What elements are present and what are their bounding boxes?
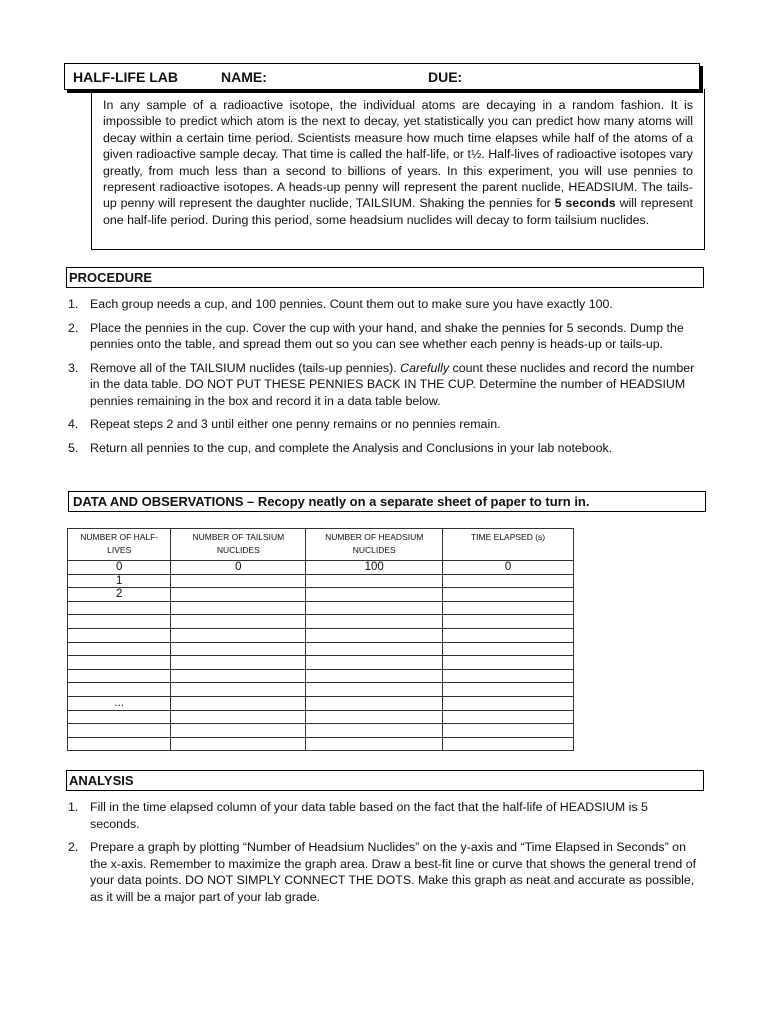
step-text: Remove all of the TAILSIUM nuclides (tails-up pennies). bbox=[90, 360, 397, 375]
table-cell bbox=[443, 615, 574, 629]
procedure-heading-box bbox=[66, 267, 704, 288]
step-number: 1. bbox=[68, 297, 79, 311]
table-row bbox=[68, 737, 574, 751]
table-row bbox=[68, 669, 574, 683]
table-cell bbox=[306, 601, 443, 615]
item-number: 2. bbox=[68, 840, 79, 854]
table-cell bbox=[68, 601, 171, 615]
table-cell bbox=[171, 710, 306, 724]
table-cell bbox=[306, 737, 443, 751]
table-cell bbox=[306, 710, 443, 724]
intro-bold-text: 5 seconds bbox=[554, 196, 616, 211]
table-row bbox=[68, 588, 574, 602]
table-cell bbox=[443, 683, 574, 697]
item-text: Prepare a graph by plotting “Number of Headsium Nuclides” on the y-axis and “Time Elapsed in Seconds” on the x-axis. Remember to maximize the graph area. Draw a best-fit line or curve that shows the general trend of your data points. DO NOT SIMPLY CONNECT THE DOTS. Make this graph as neat and accurate as possible, as it will be a major part of your lab grade. bbox=[90, 840, 697, 904]
table-cell bbox=[68, 683, 171, 697]
table-cell bbox=[443, 710, 574, 724]
step-number: 5. bbox=[68, 440, 79, 455]
table-cell bbox=[443, 588, 574, 602]
step-text: Repeat steps 2 and 3 until either one penny remains or no pennies remain. bbox=[90, 417, 501, 431]
table-cell bbox=[68, 669, 171, 683]
table-body bbox=[68, 561, 574, 751]
table-cell bbox=[443, 574, 574, 588]
table-row bbox=[68, 561, 574, 575]
procedure-list bbox=[68, 296, 698, 463]
step-italic-text: Carefully bbox=[400, 360, 450, 375]
table-cell bbox=[171, 615, 306, 629]
table-row bbox=[68, 601, 574, 615]
procedure-heading: PROCEDURE bbox=[69, 270, 153, 285]
step-number: 2. bbox=[68, 320, 79, 335]
item-text: Fill in the time elapsed column of your data table based on the fact that the half-life of HEADSIUM is 5 seconds. bbox=[90, 800, 648, 831]
table-cell: 1 bbox=[68, 574, 171, 588]
intro-text-part1: In any sample of a radioactive isotope, the individual atoms are decaying in a random fashion. It is impossible to predict which atom is the next to decay, yet statistically you can predict how many atoms will decay within a certain time period. Scientists measure how much time elapses while half of the atoms of a given radioactive sample decay. That time is called the half-life, or t½. Half-lives of radioactive isotopes vary greatly, from much less than a second to billions of years. In this experiment, you will use pennies to represent radioactive isotopes. A heads-up penny will represent the parent nuclide, HEADSIUM. The tails-up penny will represent the daughter nuclide, TAILSIUM. Shaking the pennies for bbox=[103, 98, 693, 211]
table-cell bbox=[443, 724, 574, 738]
table-row bbox=[68, 724, 574, 738]
table-row bbox=[68, 642, 574, 656]
analysis-list bbox=[68, 799, 698, 912]
table-cell bbox=[171, 696, 306, 710]
name-label: NAME: bbox=[221, 69, 267, 85]
table-row bbox=[68, 628, 574, 642]
column-header: NUMBER OF HEADSIUM NUCLIDES bbox=[306, 529, 443, 561]
table-cell bbox=[171, 601, 306, 615]
intro-paragraph bbox=[103, 97, 693, 228]
analysis-heading: ANALYSIS bbox=[69, 773, 134, 788]
table-cell bbox=[443, 669, 574, 683]
table-cell: 0 bbox=[443, 561, 574, 575]
table-cell bbox=[171, 628, 306, 642]
table-cell bbox=[306, 683, 443, 697]
table-cell bbox=[171, 656, 306, 670]
table-cell bbox=[443, 601, 574, 615]
column-header: TIME ELAPSED (s) bbox=[443, 529, 574, 561]
table-header-row bbox=[68, 529, 574, 561]
due-label: DUE: bbox=[428, 69, 463, 85]
procedure-step bbox=[68, 440, 698, 457]
analysis-item bbox=[68, 839, 698, 905]
table-cell bbox=[443, 737, 574, 751]
intro-box bbox=[91, 89, 705, 250]
table-row bbox=[68, 710, 574, 724]
table-cell: 2 bbox=[68, 588, 171, 602]
data-table bbox=[67, 528, 574, 751]
table-row bbox=[68, 574, 574, 588]
column-header: NUMBER OF TAILSIUM NUCLIDES bbox=[171, 529, 306, 561]
table-cell bbox=[306, 628, 443, 642]
procedure-step bbox=[68, 416, 698, 433]
table-cell bbox=[306, 615, 443, 629]
table-cell bbox=[443, 656, 574, 670]
table-cell bbox=[171, 737, 306, 751]
data-heading: DATA AND OBSERVATIONS – Recopy neatly on a separate sheet of paper to turn in. bbox=[73, 494, 590, 509]
step-text: Place the pennies in the cup. Cover the cup with your hand, and shake the pennies for 5 seconds. Dump the pennies onto the table, and spread them out so you can see whether each penny is heads-up or tails-up. bbox=[90, 320, 684, 351]
table-row bbox=[68, 656, 574, 670]
table-cell bbox=[306, 588, 443, 602]
procedure-step bbox=[68, 360, 698, 410]
table-row bbox=[68, 683, 574, 697]
step-number: 4. bbox=[68, 417, 79, 431]
table-cell bbox=[68, 628, 171, 642]
column-header: NUMBER OF HALF-LIVES bbox=[68, 529, 171, 561]
table-cell bbox=[306, 696, 443, 710]
table-cell bbox=[171, 683, 306, 697]
table-cell bbox=[443, 628, 574, 642]
data-heading-box bbox=[68, 491, 706, 512]
table-cell bbox=[171, 669, 306, 683]
procedure-step bbox=[68, 296, 698, 313]
lab-title: HALF-LIFE LAB bbox=[73, 69, 178, 85]
step-text: Return all pennies to the cup, and complete the Analysis and Conclusions in your lab notebook. bbox=[90, 440, 613, 455]
table-cell bbox=[443, 696, 574, 710]
table-cell: 0 bbox=[171, 561, 306, 575]
table-cell bbox=[306, 724, 443, 738]
step-text-continued: count these nuclides and record the number in the data table. DO NOT PUT THESE PENNIES BACK IN THE CUP. Determine the number of HEADSIUM pennies remaining in the box and record it in a data table below. bbox=[90, 360, 695, 408]
table-cell bbox=[68, 656, 171, 670]
table-cell bbox=[68, 737, 171, 751]
table-cell bbox=[306, 669, 443, 683]
table-cell bbox=[68, 615, 171, 629]
table-cell: 0 bbox=[68, 561, 171, 575]
table-cell bbox=[68, 710, 171, 724]
analysis-heading-box bbox=[66, 770, 704, 791]
step-text: Each group needs a cup, and 100 pennies. Count them out to make sure you have exactly 100. bbox=[90, 297, 613, 311]
procedure-step bbox=[68, 320, 698, 353]
item-number: 1. bbox=[68, 800, 79, 814]
table-row bbox=[68, 615, 574, 629]
table-row bbox=[68, 696, 574, 710]
table-cell bbox=[306, 574, 443, 588]
table-cell bbox=[443, 642, 574, 656]
table-cell bbox=[171, 588, 306, 602]
table-cell: ... bbox=[68, 696, 171, 710]
table-cell bbox=[171, 574, 306, 588]
table-cell bbox=[306, 656, 443, 670]
table-cell bbox=[68, 642, 171, 656]
table-cell: 100 bbox=[306, 561, 443, 575]
table-cell bbox=[171, 724, 306, 738]
intro-text-part2: will represent one half-life period. During this period, some headsium nuclides will decay to form tailsium nuclides. bbox=[103, 196, 693, 227]
table-cell bbox=[171, 642, 306, 656]
table-cell bbox=[68, 724, 171, 738]
table-cell bbox=[306, 642, 443, 656]
step-number: 3. bbox=[68, 360, 79, 375]
header-box bbox=[64, 63, 700, 90]
analysis-item bbox=[68, 799, 698, 832]
